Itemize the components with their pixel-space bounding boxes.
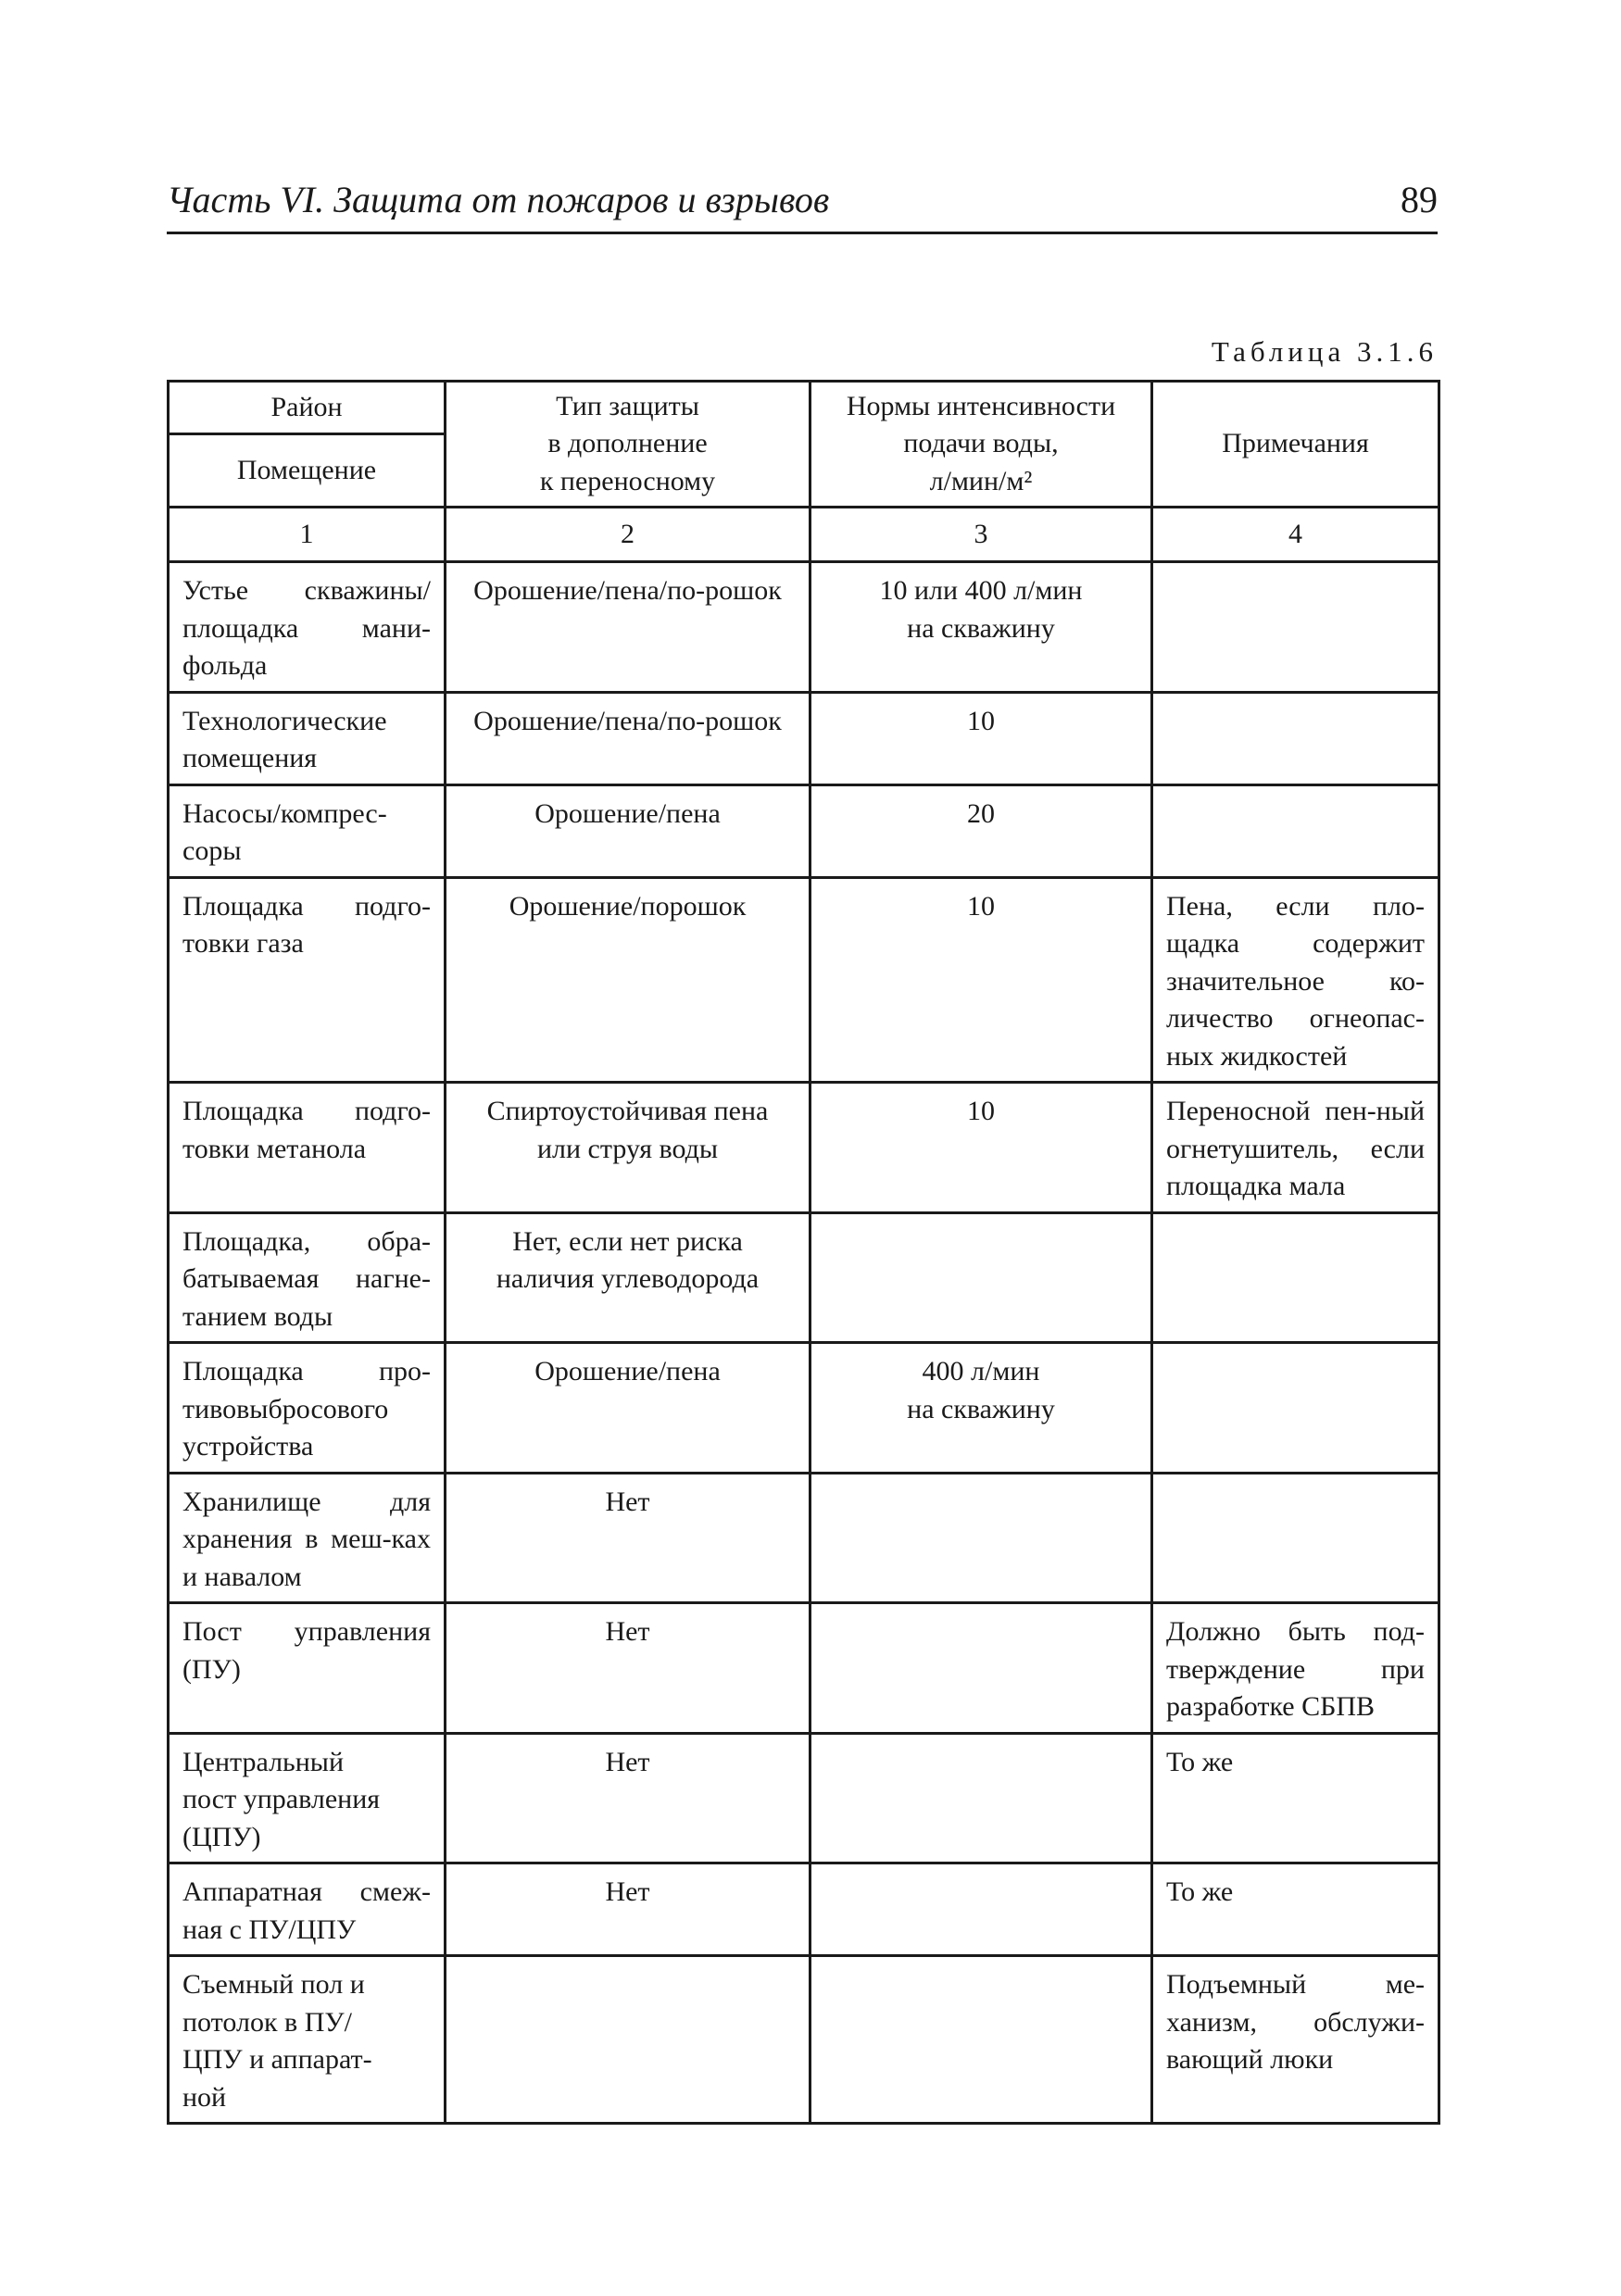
header-water-norms [810, 382, 1152, 508]
cell-area: Съемный пол и потолок в ПУ/ ЦПУ и аппарат- ной [169, 1956, 446, 2124]
column-number: 2 [446, 508, 810, 562]
cell-norm: 10 [810, 692, 1152, 784]
cell-norm: 10 [810, 877, 1152, 1083]
column-number: 4 [1152, 508, 1439, 562]
cell-norm [810, 1956, 1152, 2124]
table-row [169, 1343, 1439, 1474]
cell-norm [810, 1212, 1152, 1343]
cell-protection: Нет [446, 1733, 810, 1863]
cell-note [1152, 562, 1439, 693]
header-area [169, 382, 446, 434]
cell-norm: 10 или 400 л/мин на скважину [810, 562, 1152, 693]
cell-note [1152, 692, 1439, 784]
cell-area: Пост управления (ПУ) [169, 1603, 446, 1734]
header-protection-type-label: Тип защиты в дополнение к переносному [539, 390, 716, 496]
cell-note: Пена, если пло-щадка содержит значительное ко-личество огнеопас-ных жидкостей [1152, 877, 1439, 1083]
header-protection-type [446, 382, 810, 508]
cell-norm: 400 л/мин на скважину [810, 1343, 1152, 1474]
header-room [169, 434, 446, 508]
cell-norm [810, 1603, 1152, 1734]
cell-note: То же [1152, 1733, 1439, 1863]
cell-protection: Нет [446, 1473, 810, 1603]
table-caption: Таблица 3.1.6 [1211, 335, 1438, 368]
cell-norm [810, 1473, 1152, 1603]
cell-note [1152, 1473, 1439, 1603]
cell-protection: Нет [446, 1863, 810, 1956]
cell-note: То же [1152, 1863, 1439, 1956]
cell-protection [446, 1956, 810, 2124]
cell-note [1152, 784, 1439, 877]
cell-area: Центральный пост управления (ЦПУ) [169, 1733, 446, 1863]
cell-norm [810, 1863, 1152, 1956]
cell-area: Аппаратная смеж-ная с ПУ/ЦПУ [169, 1863, 446, 1956]
cell-area: Площадка про-тивовыбросового устройства [169, 1343, 446, 1474]
header-water-norms-label: Нормы интенсивности подачи воды, л/мин/м² [846, 390, 1116, 496]
cell-norm: 10 [810, 1083, 1152, 1213]
cell-protection: Орошение/пена [446, 784, 810, 877]
cell-area: Насосы/компрес-соры [169, 784, 446, 877]
fire-protection-table [167, 380, 1440, 2125]
cell-note [1152, 1212, 1439, 1343]
cell-area: Технологические помещения [169, 692, 446, 784]
page-number: 89 [1401, 179, 1438, 220]
cell-protection: Спиртоустойчивая пена или струя воды [446, 1083, 810, 1213]
header-area-label: Район [270, 391, 343, 422]
cell-norm [810, 1733, 1152, 1863]
cell-protection: Нет [446, 1603, 810, 1734]
cell-note: Должно быть под-тверждение при разработке СБПВ [1152, 1603, 1439, 1734]
cell-note: Переносной пен-ный огнетушитель, если площадка мала [1152, 1083, 1439, 1213]
table-row [169, 877, 1439, 1083]
cell-note [1152, 1343, 1439, 1474]
table-row [169, 1733, 1439, 1863]
cell-protection: Орошение/пена/по-рошок [446, 562, 810, 693]
header-notes [1152, 382, 1439, 508]
column-number: 3 [810, 508, 1152, 562]
cell-norm: 20 [810, 784, 1152, 877]
table-row [169, 1603, 1439, 1734]
cell-protection: Нет, если нет риска наличия углеводорода [446, 1212, 810, 1343]
table-row [169, 1956, 1439, 2124]
header-notes-label: Примечания [1222, 428, 1369, 459]
cell-protection: Орошение/пена [446, 1343, 810, 1474]
table-row [169, 1212, 1439, 1343]
table-row [169, 784, 1439, 877]
running-head [167, 174, 1438, 234]
table-row [169, 1863, 1439, 1956]
table-row [169, 1083, 1439, 1213]
column-number: 1 [169, 508, 446, 562]
cell-area: Устье скважины/ площадка мани-фольда [169, 562, 446, 693]
cell-protection: Орошение/пена/по-рошок [446, 692, 810, 784]
cell-note: Подъемный ме-ханизм, обслужи-вающий люки [1152, 1956, 1439, 2124]
cell-protection: Орошение/порошок [446, 877, 810, 1083]
table-row [169, 562, 1439, 693]
table-row [169, 692, 1439, 784]
cell-area: Площадка, обра-батываемая нагне-танием воды [169, 1212, 446, 1343]
cell-area: Площадка подго-товки метанола [169, 1083, 446, 1213]
header-room-label: Помещение [236, 454, 377, 485]
cell-area: Площадка подго-товки газа [169, 877, 446, 1083]
cell-area: Хранилище для хранения в меш-ках и навалом [169, 1473, 446, 1603]
running-title: Часть VI. Защита от пожаров и взрывов [167, 179, 830, 220]
table-row [169, 1473, 1439, 1603]
